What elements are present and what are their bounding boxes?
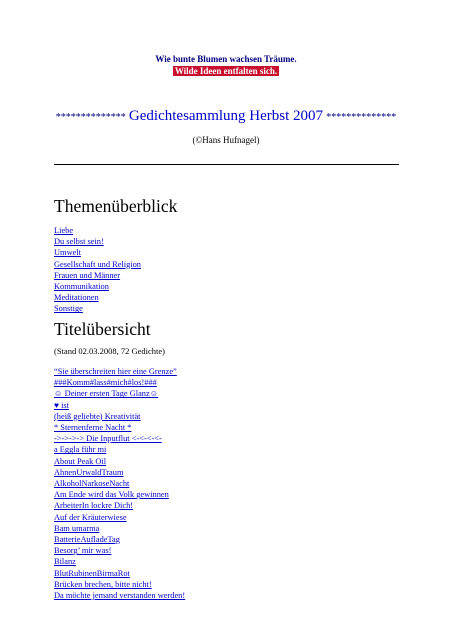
- titel-item[interactable]: [54, 433, 185, 444]
- titel-link[interactable]: About Peak Oil: [54, 456, 107, 466]
- titel-item[interactable]: [54, 456, 185, 467]
- titel-link[interactable]: BatterieAufladeTag: [54, 535, 120, 545]
- titel-item[interactable]: [54, 489, 185, 500]
- titel-item[interactable]: [54, 444, 185, 455]
- titel-item[interactable]: [54, 590, 185, 601]
- horizontal-rule: [54, 164, 399, 165]
- titel-item[interactable]: [54, 377, 185, 388]
- titel-item[interactable]: [54, 545, 185, 556]
- titel-item[interactable]: [54, 579, 185, 590]
- themen-item[interactable]: [54, 247, 141, 258]
- titel-item[interactable]: [54, 500, 185, 511]
- titel-item[interactable]: [54, 556, 185, 567]
- titel-item[interactable]: [54, 523, 185, 534]
- title-text: Gedichtesammlung Herbst 2007: [128, 108, 324, 124]
- themen-item[interactable]: [54, 292, 141, 303]
- themen-link[interactable]: Sonstige: [54, 304, 83, 314]
- titel-link[interactable]: Bam umarma: [54, 523, 100, 533]
- motto-line-1: Wie bunte Blumen wachsen Träume.: [155, 54, 297, 64]
- titel-link[interactable]: ArbeiterIn lockre Dich!: [54, 501, 134, 511]
- titel-item[interactable]: [54, 478, 185, 489]
- themen-item[interactable]: [54, 236, 141, 247]
- titel-link[interactable]: ###Komm#lass#mich#los!###: [54, 378, 157, 388]
- title-stars-right: **************: [326, 112, 397, 123]
- titel-item[interactable]: [54, 388, 185, 399]
- titel-link[interactable]: Am Ende wird das Volk gewinnen: [54, 490, 169, 500]
- titel-item[interactable]: [54, 422, 185, 433]
- themen-item[interactable]: [54, 270, 141, 281]
- titel-link[interactable]: ☺ Deiner ersten Tage Glanz☺: [54, 389, 159, 399]
- titel-link[interactable]: (heiß geliebte) Kreativität: [54, 411, 141, 421]
- title-stars-left: **************: [55, 112, 126, 123]
- themen-link[interactable]: Frauen und Männer: [54, 270, 121, 280]
- titel-item[interactable]: [54, 534, 185, 545]
- themen-link[interactable]: Du selbst sein!: [54, 237, 104, 247]
- motto-line-2: Wilde Ideen entfalten sich.: [174, 66, 278, 76]
- themen-item[interactable]: [54, 303, 141, 314]
- themen-heading: Themenüberblick: [54, 196, 178, 216]
- themen-link[interactable]: Liebe: [54, 226, 74, 235]
- titel-list: [54, 366, 185, 601]
- titel-link[interactable]: Auf der Kräuterwiese: [54, 512, 127, 522]
- themen-link[interactable]: Umwelt: [54, 248, 81, 258]
- themen-link[interactable]: Gesellschaft und Religion: [54, 259, 141, 269]
- titel-link[interactable]: BlutRubinenBirmaRot: [54, 568, 130, 578]
- titel-item[interactable]: [54, 411, 185, 422]
- motto: [0, 53, 452, 77]
- themen-item[interactable]: [54, 281, 141, 292]
- titel-link[interactable]: * Sternenferne Nacht *: [54, 423, 132, 433]
- titel-item[interactable]: [54, 400, 185, 411]
- titel-item[interactable]: [54, 366, 185, 377]
- themen-list: [54, 225, 141, 315]
- themen-item[interactable]: [54, 259, 141, 270]
- titel-link[interactable]: Bilanz: [54, 557, 76, 567]
- titel-item[interactable]: [54, 568, 185, 579]
- titel-heading: Titelübersicht: [54, 319, 151, 339]
- titel-link[interactable]: Brücken brechen, bitte nicht!: [54, 579, 152, 589]
- titel-item[interactable]: [54, 467, 185, 478]
- author-credit: (©Hans Hufnagel): [192, 135, 260, 145]
- stand-info: (Stand 02.03.2008, 72 Gedichte): [54, 346, 165, 356]
- titel-link[interactable]: ♥ ist: [54, 400, 69, 410]
- themen-item[interactable]: [54, 225, 141, 236]
- titel-link[interactable]: ->->->-> Die Inputflut <-<-<-<-: [54, 434, 162, 444]
- themen-link[interactable]: Meditationen: [54, 293, 99, 303]
- titel-link[interactable]: “Sie überschreiten hier eine Grenze”: [54, 367, 177, 376]
- titel-link[interactable]: AlkoholNarkoseNacht: [54, 479, 130, 489]
- titel-link[interactable]: AhnenUrwaldTraum: [54, 467, 124, 477]
- titel-link[interactable]: a Eggla führ mi: [54, 445, 107, 455]
- document-title: [0, 108, 452, 125]
- titel-item[interactable]: [54, 512, 185, 523]
- titel-link[interactable]: Besorg’ mir was!: [54, 546, 112, 556]
- titel-link[interactable]: Da möchte jemand verstanden werden!: [54, 591, 186, 601]
- themen-link[interactable]: Kommunikation: [54, 282, 109, 292]
